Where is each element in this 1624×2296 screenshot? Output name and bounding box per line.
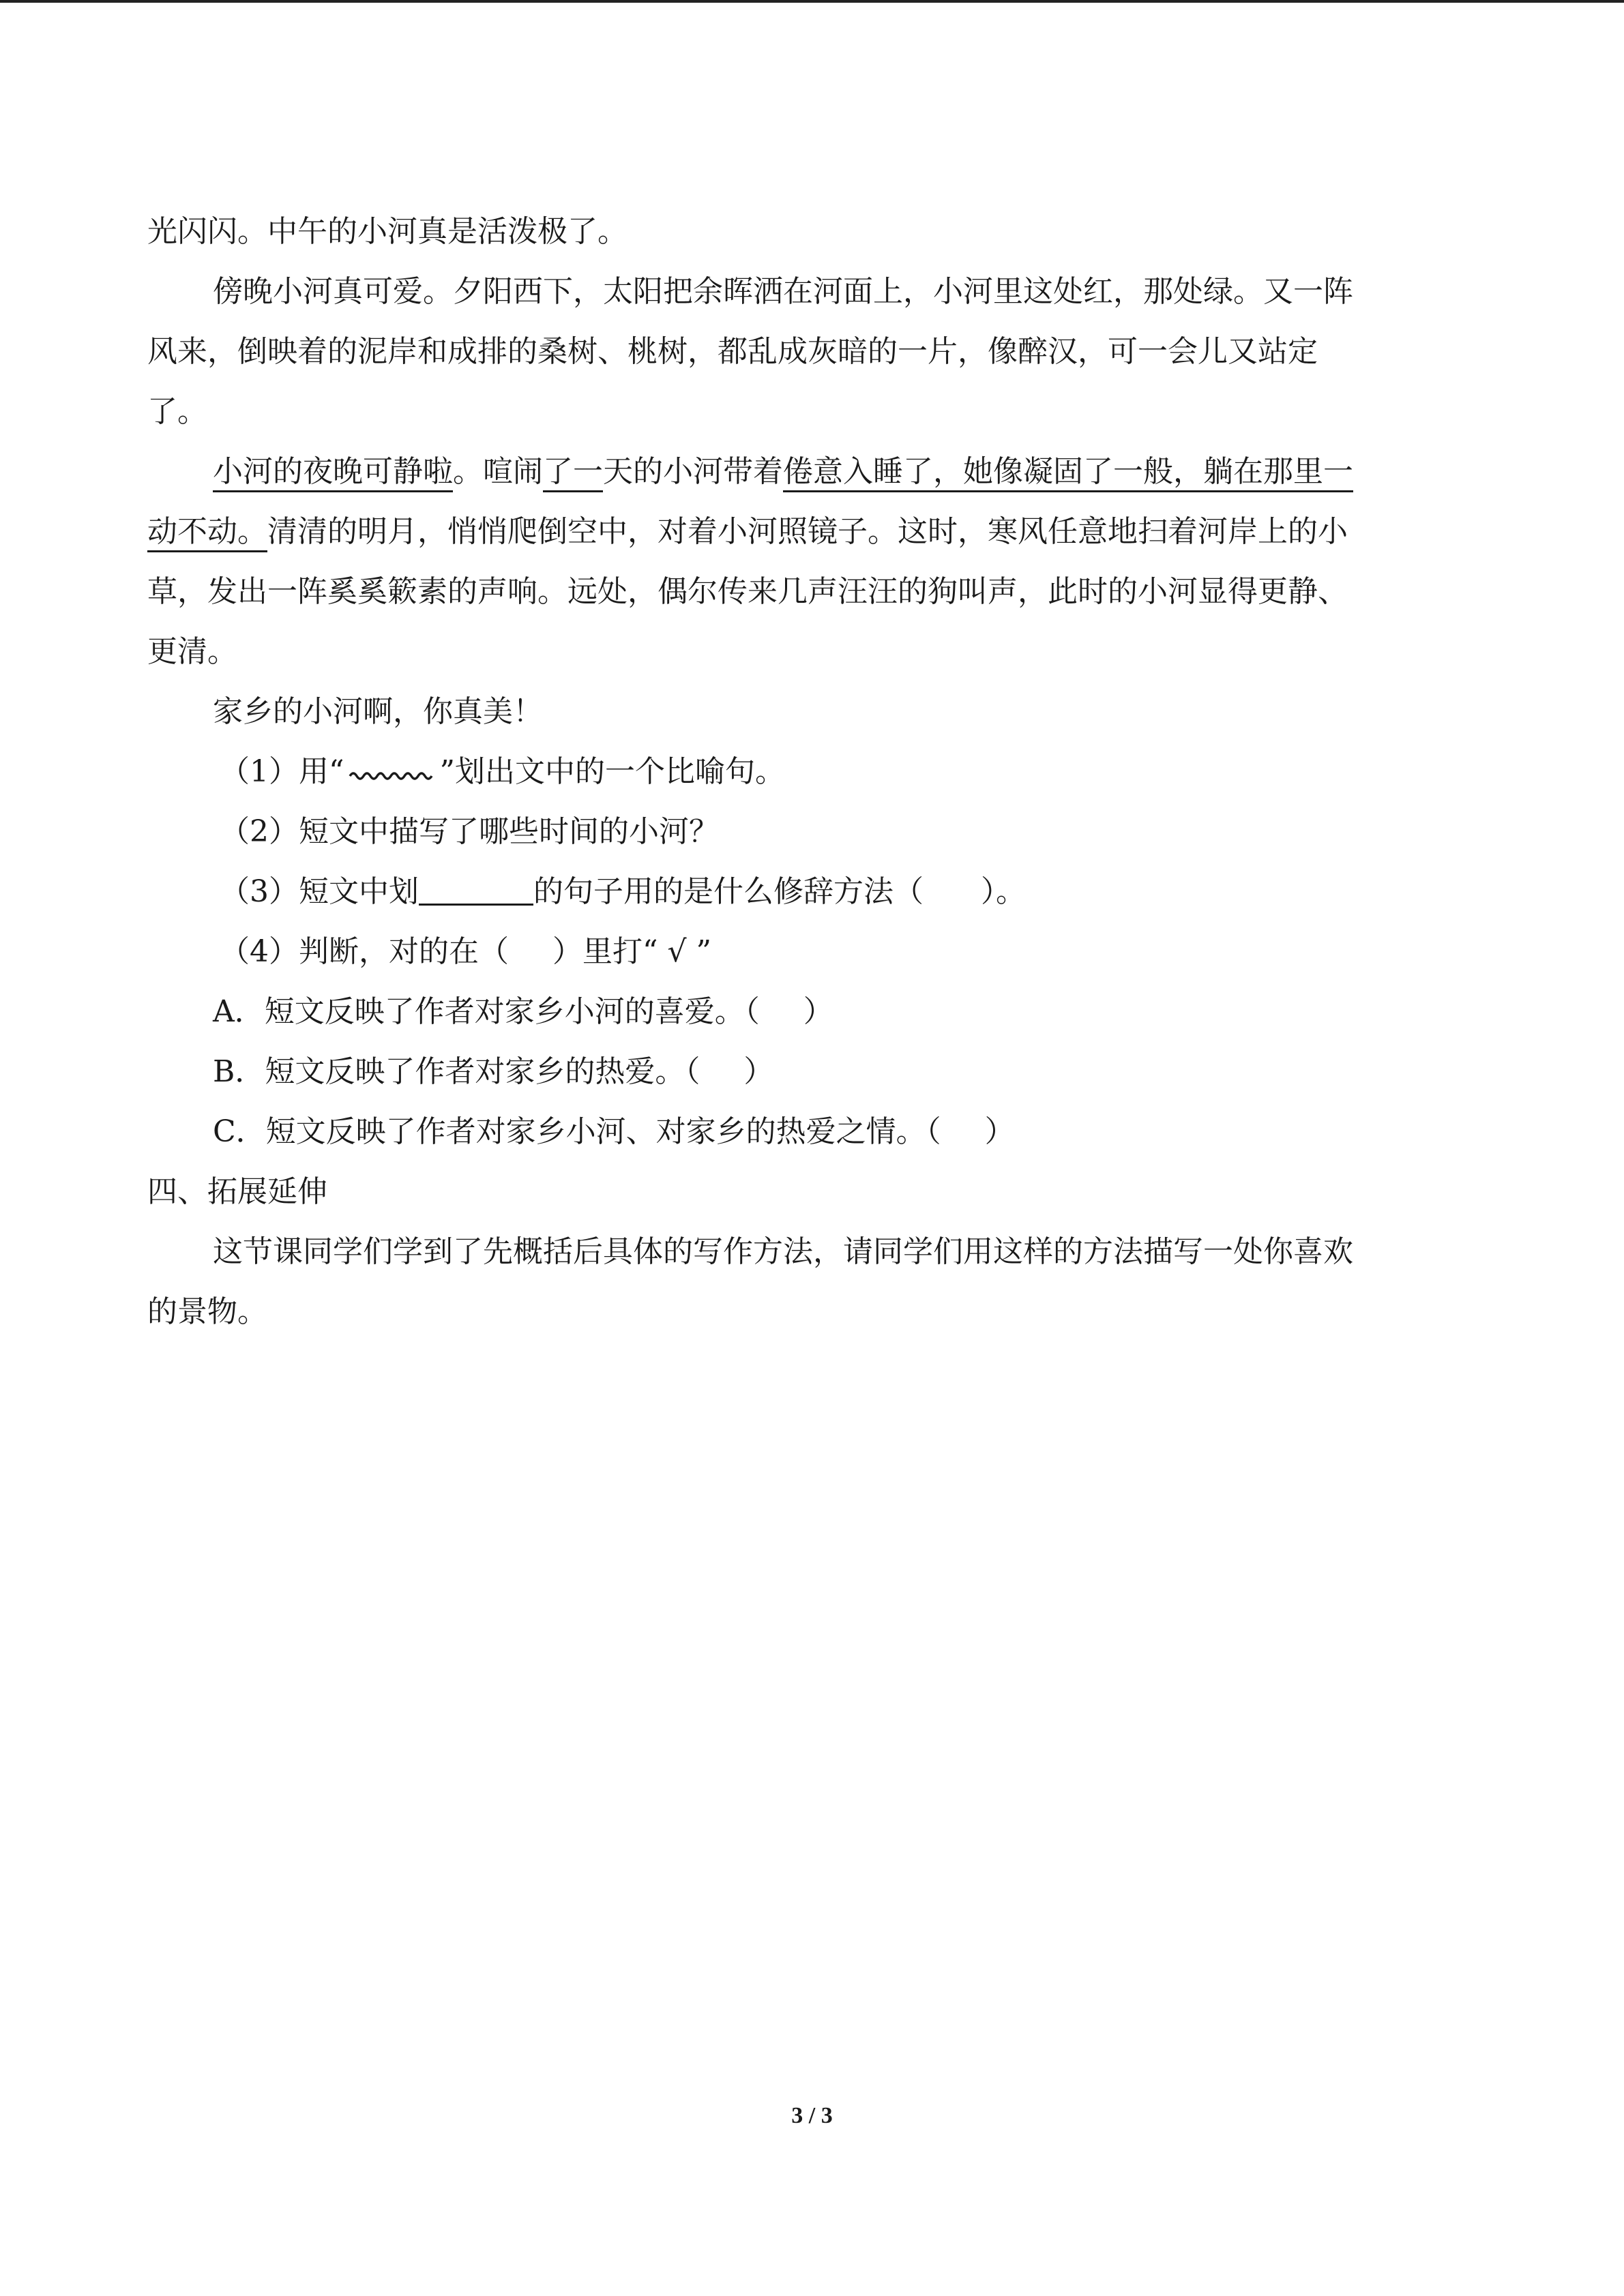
wavy-underline-icon [344, 764, 440, 784]
question-3-prefix: （3）短文中划 [220, 874, 419, 909]
underlined-sentence-part: 倦意入睡了，她像凝固了一般，躺在那里一 [783, 454, 1353, 492]
question-4-prefix: （4）判断，对的在（ [220, 934, 509, 969]
question-3-middle: 的句子用的是什么修辞方法（ [533, 874, 924, 909]
page-top-border [0, 0, 1624, 3]
paren-close: ） [803, 994, 833, 1029]
paren-close: ） [743, 1054, 774, 1089]
text-line-evening-2 [147, 322, 1460, 382]
question-3-suffix: ）。 [981, 874, 1026, 909]
text-line-evening-3 [147, 382, 1460, 442]
page-number: 3 / 3 [791, 2103, 833, 2128]
section-four-heading [147, 1162, 1460, 1222]
question-2 [147, 802, 1460, 862]
text-line-closing [147, 682, 1460, 742]
section-four-text-2: 的景物。 [147, 1294, 267, 1329]
underlined-sentence-part: 动不动。 [147, 514, 267, 552]
underlined-sentence-part: 了一 [543, 454, 603, 492]
section-four-line-1 [147, 1222, 1460, 1282]
text-line-night-2 [147, 502, 1460, 562]
question-1-suffix: ”划出文中的一个比喻句。 [439, 754, 785, 789]
option-b-text: B．短文反映了作者对家乡的热爱。（ [213, 1054, 700, 1089]
evening-paragraph-line-1: 傍晚小河真可爱。夕阳西下，太阳把余晖洒在河面上，小河里这处红，那处绿。又一阵 [213, 274, 1353, 309]
option-a-text: A．短文反映了作者对家乡小河的喜爱。（ [213, 994, 760, 1029]
text-line-night-1 [147, 442, 1460, 502]
question-3 [147, 862, 1460, 922]
option-c [147, 1102, 1460, 1162]
section-four-line-2 [147, 1282, 1460, 1342]
option-b [147, 1042, 1460, 1102]
night-text: 。喧闹 [453, 454, 543, 489]
option-a [147, 982, 1460, 1042]
noon-paragraph-end: 光闪闪。中午的小河真是活泼极了。 [147, 214, 628, 249]
section-four-text-1: 这节课同学们学到了先概括后具体的写作方法，请同学们用这样的方法描写一处你喜欢 [213, 1234, 1353, 1269]
option-c-text: C．短文反映了作者对家乡小河、对家乡的热爱之情。（ [213, 1114, 941, 1149]
text-line-night-3 [147, 562, 1460, 622]
question-4-suffix: ）里打“ √ ” [552, 934, 711, 969]
question-2-text: （2）短文中描写了哪些时间的小河？ [220, 814, 719, 849]
evening-paragraph-line-2: 风来，倒映着的泥岸和成排的桑树、桃树，都乱成灰暗的一片，像醉汉，可一会儿又站定 [147, 334, 1318, 369]
question-1 [147, 742, 1460, 802]
question-1-prefix: （1）用“ [220, 754, 344, 789]
underline-blank [419, 876, 533, 906]
night-paragraph-line-4: 更清。 [147, 634, 237, 669]
night-text: 清清的明月，悄悄爬倒空中，对着小河照镜子。这时，寒风任意地扫着河岸上的小 [267, 514, 1348, 549]
closing-sentence: 家乡的小河啊，你真美！ [213, 694, 543, 729]
document-page [147, 202, 1460, 1342]
night-text: 天的小河带着 [603, 454, 783, 489]
night-paragraph-line-3: 草，发出一阵奚奚簌素的声响。远处，偶尔传来几声汪汪的狗叫声，此时的小河显得更静、 [147, 574, 1348, 609]
paren-close: ） [984, 1114, 1015, 1149]
text-line-evening-1 [147, 262, 1460, 322]
question-4 [147, 922, 1460, 982]
text-line-night-4 [147, 622, 1460, 682]
section-title: 四、拓展延伸 [147, 1174, 327, 1209]
text-line-noon-end [147, 202, 1460, 262]
underlined-sentence-part: 小河的夜晚可静啦 [213, 454, 453, 492]
evening-paragraph-line-3: 了。 [147, 394, 207, 429]
